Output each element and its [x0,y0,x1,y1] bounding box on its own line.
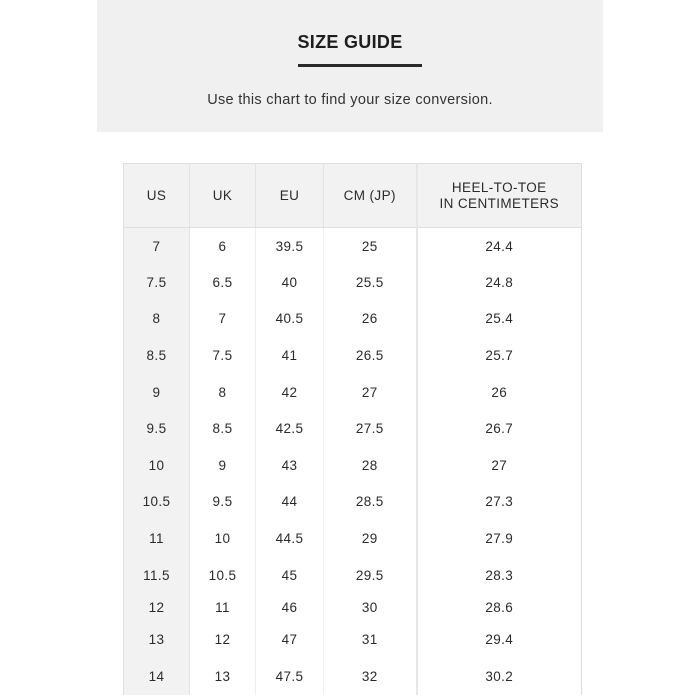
cell-uk: 10 [190,520,256,557]
cell-us: 9 [124,374,190,411]
table-header-row [124,164,582,228]
cell-uk: 12 [190,621,256,658]
cell-us: 10.5 [124,484,190,521]
heel-header-line-1: HEEL-TO-TOE [451,179,547,195]
cell-uk: 7.5 [190,337,256,374]
cell-cm-jp: 25.5 [324,264,417,301]
cell-us: 7.5 [124,264,190,301]
table-row [124,301,582,338]
column-header-uk: UK [190,164,256,228]
cell-uk: 10.5 [190,557,256,594]
cell-uk: 9.5 [190,484,256,521]
cell-us: 8.5 [124,337,190,374]
cell-uk: 9 [190,447,256,484]
cell-eu: 46 [256,593,324,621]
cell-us: 13 [124,621,190,658]
heel-header-line-2: IN CENTIMETERS [439,195,560,211]
cell-heel-to-toe: 28.6 [417,593,582,621]
table-row [124,337,582,374]
cell-heel-to-toe: 27.9 [417,520,582,557]
column-header-eu: EU [256,164,324,228]
cell-heel-to-toe: 27 [417,447,582,484]
cell-heel-to-toe: 27.3 [417,484,582,521]
cell-heel-to-toe: 29.4 [417,621,582,658]
title-underline [298,64,422,67]
cell-us: 9.5 [124,410,190,447]
cell-us: 10 [124,447,190,484]
cell-cm-jp: 27 [324,374,417,411]
cell-eu: 42.5 [256,410,324,447]
cell-eu: 40 [256,264,324,301]
cell-us: 7 [124,228,190,265]
cell-uk: 8.5 [190,410,256,447]
cell-heel-to-toe: 25.7 [417,337,582,374]
table-row [124,520,582,557]
column-header-cm-jp: CM (JP) [324,164,417,228]
table-row [124,593,582,621]
cell-eu: 47 [256,621,324,658]
cell-cm-jp: 30 [324,593,417,621]
table-row [124,658,582,695]
cell-eu: 43 [256,447,324,484]
cell-eu: 47.5 [256,658,324,695]
cell-cm-jp: 31 [324,621,417,658]
size-guide-header [97,0,603,132]
cell-cm-jp: 28 [324,447,417,484]
cell-cm-jp: 29 [324,520,417,557]
cell-us: 14 [124,658,190,695]
cell-eu: 44.5 [256,520,324,557]
cell-eu: 44 [256,484,324,521]
cell-cm-jp: 29.5 [324,557,417,594]
cell-uk: 6.5 [190,264,256,301]
cell-heel-to-toe: 24.8 [417,264,582,301]
table-row [124,374,582,411]
cell-uk: 7 [190,301,256,338]
cell-cm-jp: 26 [324,301,417,338]
cell-us: 8 [124,301,190,338]
table-body [124,228,582,695]
cell-cm-jp: 26.5 [324,337,417,374]
cell-uk: 11 [190,593,256,621]
page-subtitle: Use this chart to find your size conversion. [207,92,493,108]
cell-cm-jp: 25 [324,228,417,265]
cell-heel-to-toe: 28.3 [417,557,582,594]
table-row [124,621,582,658]
cell-eu: 40.5 [256,301,324,338]
cell-uk: 13 [190,658,256,695]
cell-eu: 42 [256,374,324,411]
page-title: SIZE GUIDE [297,32,403,52]
cell-cm-jp: 32 [324,658,417,695]
cell-heel-to-toe: 26 [417,374,582,411]
table-row [124,557,582,594]
cell-eu: 45 [256,557,324,594]
cell-us: 11.5 [124,557,190,594]
size-conversion-table [123,163,582,695]
cell-heel-to-toe: 25.4 [417,301,582,338]
table-row [124,484,582,521]
cell-uk: 8 [190,374,256,411]
cell-eu: 41 [256,337,324,374]
cell-eu: 39.5 [256,228,324,265]
cell-cm-jp: 28.5 [324,484,417,521]
cell-cm-jp: 27.5 [324,410,417,447]
table-row [124,410,582,447]
column-header-us: US [124,164,190,228]
cell-uk: 6 [190,228,256,265]
cell-heel-to-toe: 30.2 [417,658,582,695]
cell-us: 11 [124,520,190,557]
table-row [124,264,582,301]
table-row [124,228,582,265]
cell-us: 12 [124,593,190,621]
cell-heel-to-toe: 24.4 [417,228,582,265]
table-row [124,447,582,484]
cell-heel-to-toe: 26.7 [417,410,582,447]
column-header-heel-to-toe [417,164,582,228]
